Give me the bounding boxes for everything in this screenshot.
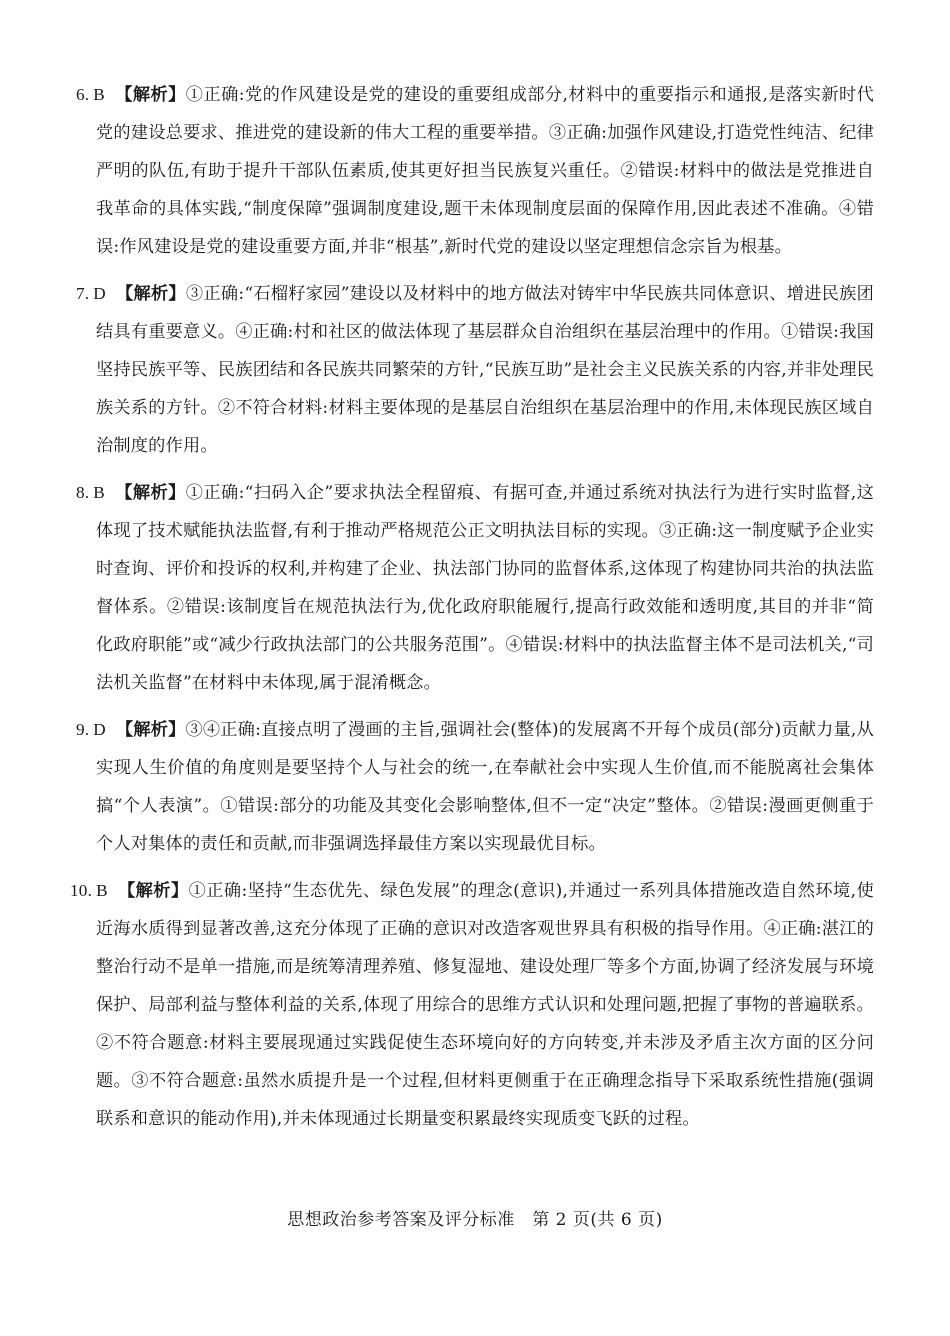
answer-item-7 — [76, 275, 874, 465]
question-number: 9. — [76, 720, 90, 739]
analysis-text: ①正确:坚持“生态优先、绿色发展”的理念(意识),并通过一系列具体措施改造自然环境,使近海水质得到显著改善,这充分体现了正确的意识对改造客观世界具有积极的指导作用。④正确:湛江的整治行动不是单一措施,而是统筹清理养殖、修复湿地、建设处理厂等多个方面,协调了经济发展与环境保护、局部利益与整体利益的关系,体现了用综合的思维方式认识和处理问题,把握了事物的普遍联系。②不符合题意:材料主要展现通过实践促使生态环境向好的方向转变,并未涉及矛盾主次方面的区分问题。③不符合题意:虽然水质提升是一个过程,但材料更侧重于在正确理念指导下采取系统性措施(强调联系和意识的能动作用),并未体现通过长期量变积累最终实现质变飞跃的过程。 — [96, 881, 874, 1129]
question-number: 8. — [76, 483, 90, 502]
answer-choice: B — [93, 85, 105, 104]
answer-choice: D — [93, 284, 106, 303]
answer-item-10 — [70, 872, 874, 1138]
answer-choice: B — [93, 483, 105, 502]
page-footer: 思想政治参考答案及评分标准 第 2 页(共 6 页) — [287, 1210, 663, 1230]
answer-choice: B — [96, 881, 108, 900]
answer-item-8 — [76, 474, 874, 702]
analysis-tag: 【解析】 — [114, 483, 186, 503]
analysis-text: ③正确:“石榴籽家园”建设以及材料中的地方做法对铸牢中华民族共同体意识、增进民族团结具有重要意义。④正确:村和社区的做法体现了基层群众自治组织在基层治理中的作用。①错误:我国坚持民族平等、民族团结和各民族共同繁荣的方针,“民族互助”是社会主义民族关系的内容,并非处理民族关系的方针。②不符合材料:材料主要体现的是基层自治组织在基层治理中的作用,未体现民族区域自治制度的作用。 — [96, 284, 874, 456]
analysis-tag: 【解析】 — [115, 720, 186, 740]
analysis-tag: 【解析】 — [115, 284, 186, 304]
analysis-text: ③④正确:直接点明了漫画的主旨,强调社会(整体)的发展离不开每个成员(部分)贡献力量,从实现人生价值的角度则是要坚持个人与社会的统一,在奉献社会中实现人生价值,而不能脱离社会集体搞“个人表演”。①错误:部分的功能及其变化会影响整体,但不一定“决定”整体。②错误:漫画更侧重于个人对集体的责任和贡献,而非强调选择最佳方案以实现最优目标。 — [96, 720, 874, 854]
answer-item-6 — [76, 76, 874, 266]
analysis-tag: 【解析】 — [117, 881, 189, 901]
answer-choice: D — [93, 720, 106, 739]
analysis-text: ①正确:党的作风建设是党的建设的重要组成部分,材料中的重要指示和通报,是落实新时代党的建设总要求、推进党的建设新的伟大工程的重要举措。③正确:加强作风建设,打造党性纯洁、纪律严明的队伍,有助于提升干部队伍素质,使其更好担当民族复兴重任。②错误:材料中的做法是党推进自我革命的具体实践,“制度保障”强调制度建设,题干未体现制度层面的保障作用,因此表述不准确。④错误:作风建设是党的建设重要方面,并非“根基”,新时代党的建设以坚定理想信念宗旨为根基。 — [96, 85, 874, 257]
analysis-text: ①正确:“扫码入企”要求执法全程留痕、有据可查,并通过系统对执法行为进行实时监督,这体现了技术赋能执法监督,有利于推动严格规范公正文明执法目标的实现。③正确:这一制度赋予企业实时查询、评价和投诉的权利,并构建了企业、执法部门协同的监督体系,这体现了构建协同共治的执法监督体系。②错误:该制度旨在规范执法行为,优化政府职能履行,提高行政效能和透明度,其目的并非“简化政府职能”或“减少行政执法部门的公共服务范围”。④错误:材料中的执法监督主体不是司法机关,“司法机关监督”在材料中未体现,属于混淆概念。 — [96, 483, 874, 693]
question-number: 10. — [70, 881, 93, 900]
question-number: 6. — [76, 85, 90, 104]
answer-item-9 — [76, 711, 874, 863]
question-number: 7. — [76, 284, 90, 303]
analysis-tag: 【解析】 — [114, 85, 186, 105]
